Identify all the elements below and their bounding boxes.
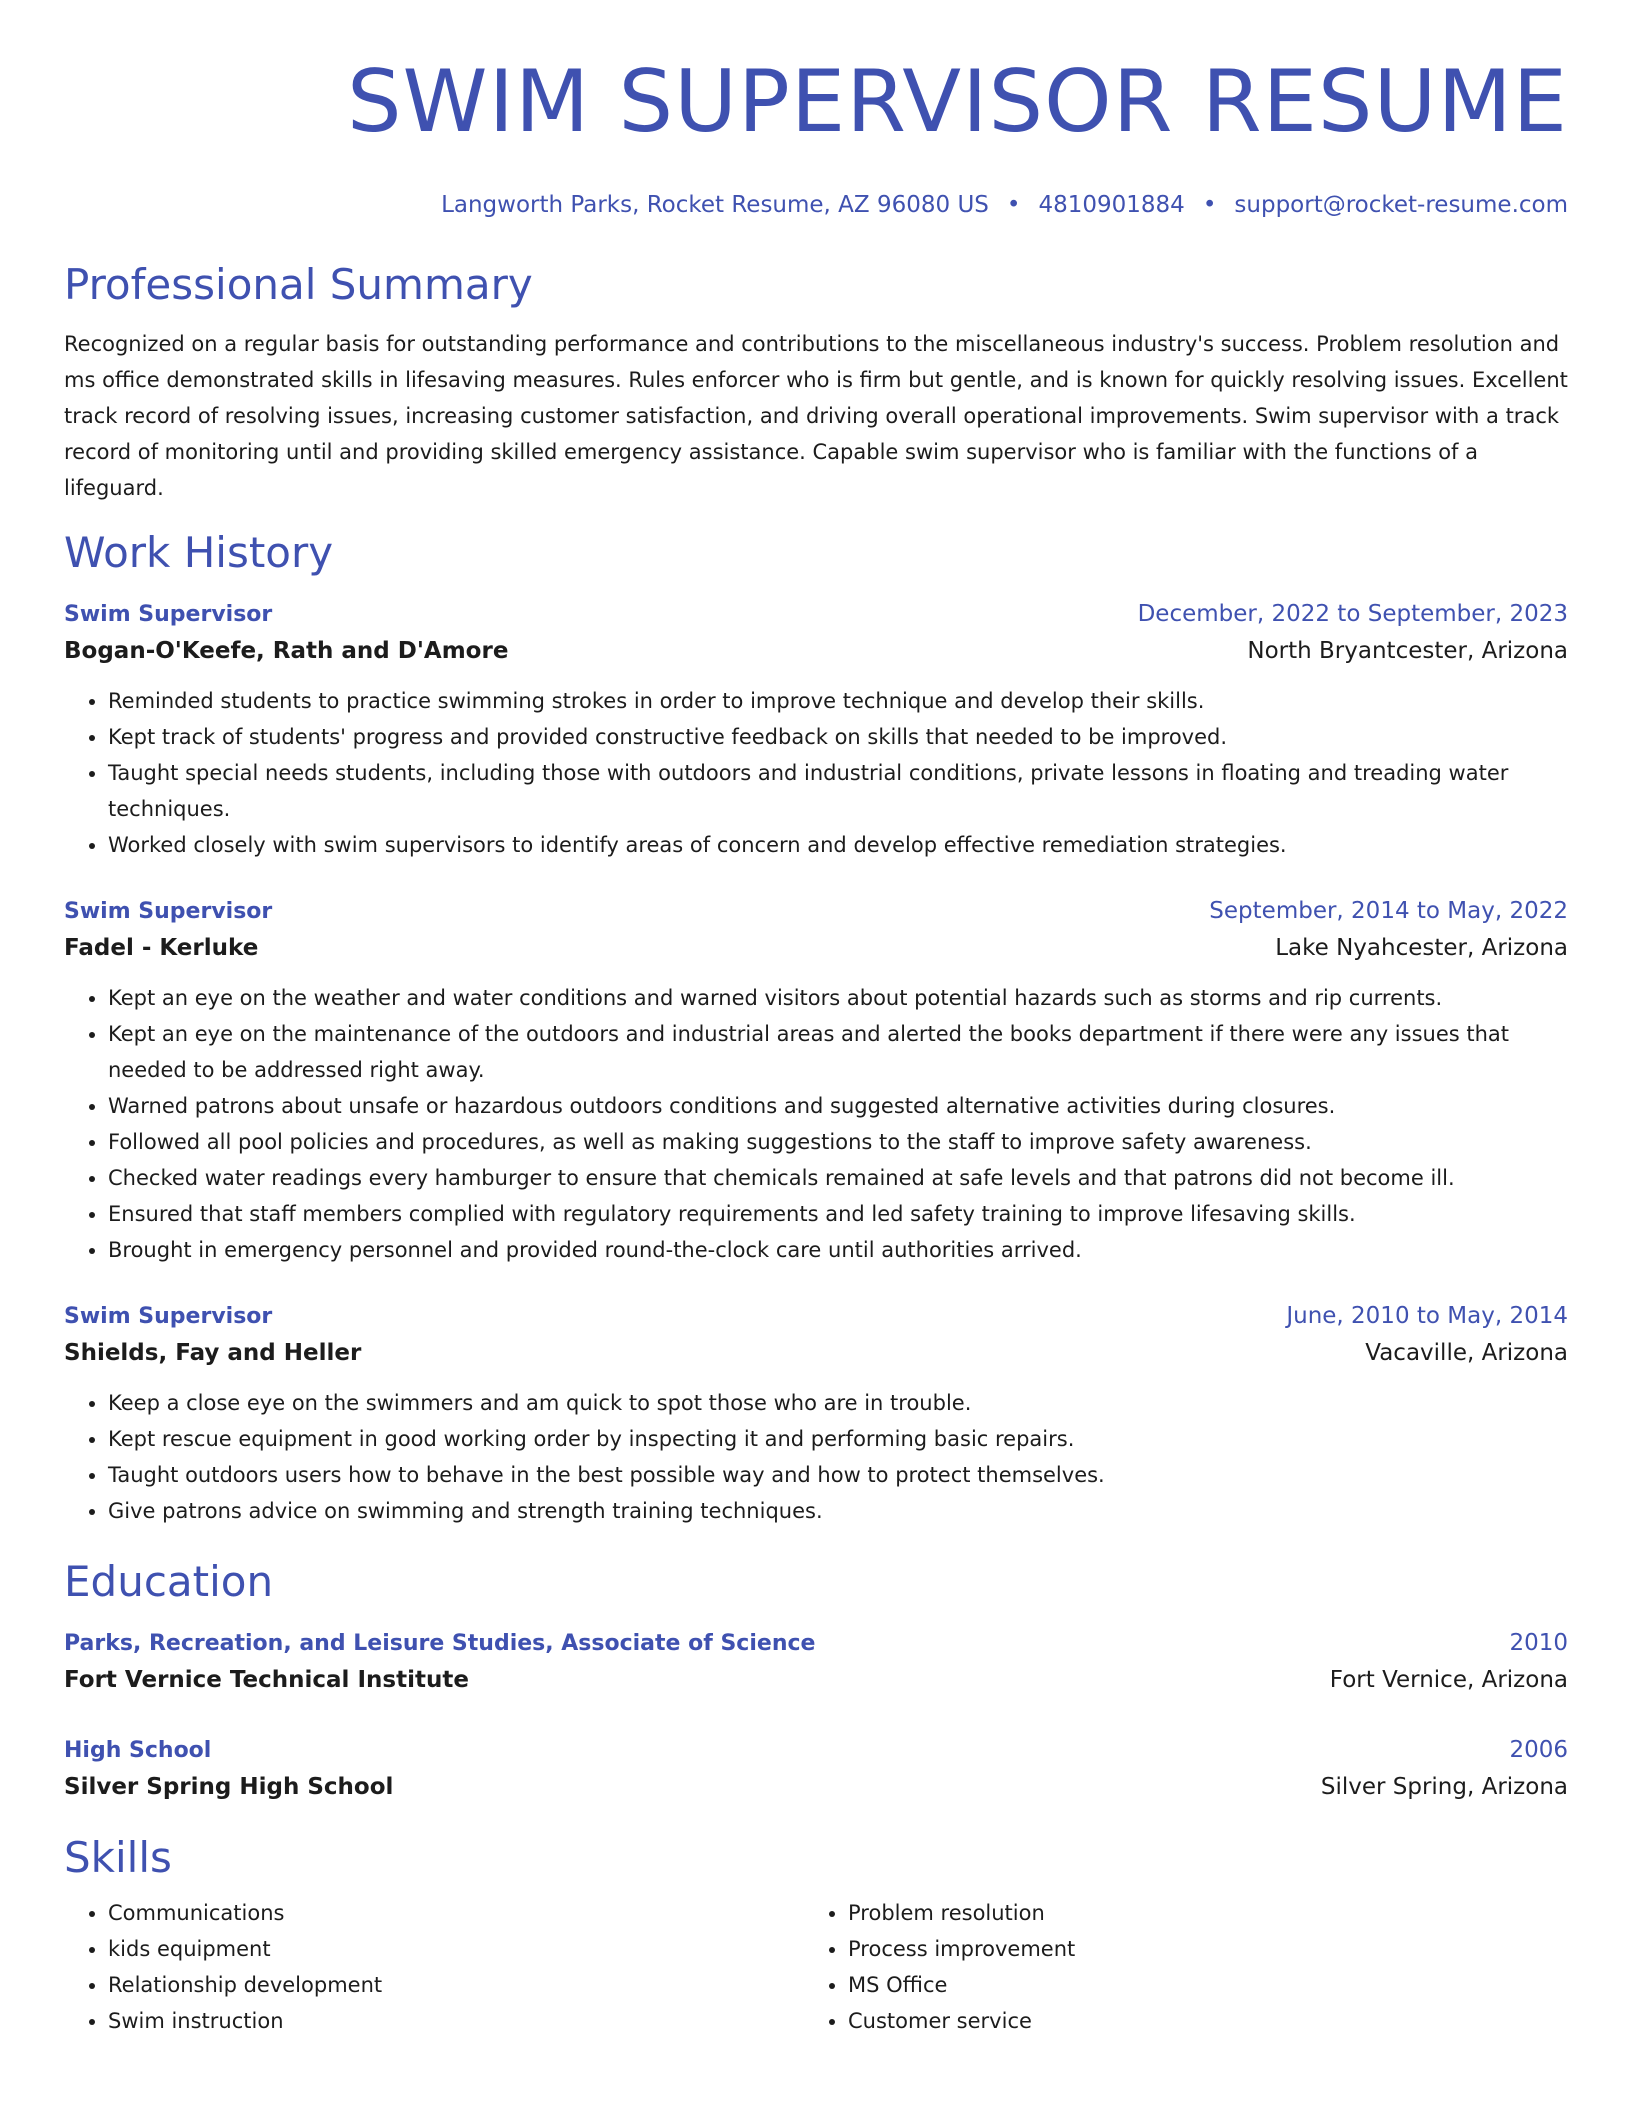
job-bullets — [64, 683, 1568, 863]
job-company: Bogan-O'Keefe, Rath and D'Amore — [64, 638, 509, 664]
skill-item: • kids equipment — [108, 1931, 804, 1967]
job-title: Swim Supervisor — [64, 602, 273, 627]
job-bullet: • Taught special needs students, including those with outdoors and industrial conditions, private lessons in floating and treading water techniques. — [108, 755, 1568, 827]
skill-item: • Communications — [108, 1895, 804, 1931]
contact-address: Langworth Parks, Rocket Resume, AZ 96080 US — [441, 192, 989, 218]
job-bullet: • Warned patrons about unsafe or hazardous outdoors conditions and suggested alternative activities during closures. — [108, 1088, 1568, 1124]
job-title: Swim Supervisor — [64, 1304, 273, 1329]
job-entry — [64, 893, 1568, 1268]
summary-heading: Professional Summary — [64, 260, 533, 309]
job-bullet: • Give patrons advice on swimming and strength training techniques. — [108, 1493, 1568, 1529]
job-bullet: • Ensured that staff members complied with regulatory requirements and led safety training to improve lifesaving skills. — [108, 1196, 1568, 1232]
education-year: 2006 — [1509, 1737, 1568, 1763]
skills-column-right — [804, 1895, 1544, 2039]
education-degree: High School — [64, 1738, 212, 1763]
job-bullet: • Kept an eye on the weather and water conditions and warned visitors about potential hazards such as storms and rip currents. — [108, 980, 1568, 1016]
job-bullets — [64, 1385, 1568, 1529]
job-location: North Bryantcester, Arizona — [1247, 638, 1568, 664]
skill-item: • MS Office — [848, 1967, 1544, 2003]
education-entry — [64, 1732, 1568, 1805]
skill-item: • Relationship development — [108, 1967, 804, 2003]
summary-text: Recognized on a regular basis for outstanding performance and contributions to the miscellaneous industry's success. Problem resolution and ms office demonstrated skills in lifesaving measures. Rules enforcer who is firm but gentle, and is known for quickly resolving issues. Excellent track record of resolving issues, increasing customer satisfaction, and driving overall operational improvements. Swim supervisor with a track record of monitoring until and providing skilled emergency assistance. Capable swim supervisor who is familiar with the functions of a lifeguard. — [64, 332, 1568, 500]
contact-phone: 4810901884 — [1038, 192, 1185, 218]
education-degree: Parks, Recreation, and Leisure Studies, Associate of Science — [64, 1631, 816, 1656]
job-bullet: • Worked closely with swim supervisors to identify areas of concern and develop effective remediation strategies. — [108, 827, 1568, 863]
job-bullet: • Taught outdoors users how to behave in the best possible way and how to protect themselves. — [108, 1457, 1568, 1493]
work-history-heading: Work History — [64, 528, 334, 577]
job-bullet: • Checked water readings every hamburger to ensure that chemicals remained at safe levels and that patrons did not become ill. — [108, 1160, 1568, 1196]
contact-separator: • — [1006, 192, 1021, 218]
job-bullets — [64, 980, 1568, 1268]
skills-heading: Skills — [64, 1833, 172, 1882]
skill-item: • Swim instruction — [108, 2003, 804, 2039]
job-bullet: • Keep a close eye on the swimmers and am quick to spot those who are in trouble. — [108, 1385, 1568, 1421]
skills-list — [64, 1895, 1568, 2039]
page-title: SWIM SUPERVISOR RESUME — [346, 52, 1568, 152]
education-entry — [64, 1625, 1568, 1698]
job-dates: September, 2014 to May, 2022 — [1209, 898, 1568, 924]
job-entry — [64, 596, 1568, 863]
skills-column-left — [64, 1895, 804, 2039]
resume-header — [64, 54, 1568, 220]
education-location: Fort Vernice, Arizona — [1329, 1667, 1568, 1693]
job-bullet: • Brought in emergency personnel and provided round-the-clock care until authorities arrived. — [108, 1232, 1568, 1268]
education-school: Silver Spring High School — [64, 1774, 394, 1800]
job-location: Lake Nyahcester, Arizona — [1275, 935, 1568, 961]
skill-item: • Customer service — [848, 2003, 1544, 2039]
job-bullet: • Reminded students to practice swimming strokes in order to improve technique and develop their skills. — [108, 683, 1568, 719]
job-company: Fadel - Kerluke — [64, 935, 259, 961]
contact-email: support@rocket-resume.com — [1234, 192, 1568, 218]
job-location: Vacaville, Arizona — [1365, 1340, 1568, 1366]
skill-item: • Problem resolution — [848, 1895, 1544, 1931]
job-dates: June, 2010 to May, 2014 — [1286, 1303, 1568, 1329]
contact-separator: • — [1202, 192, 1217, 218]
job-title: Swim Supervisor — [64, 899, 273, 924]
education-school: Fort Vernice Technical Institute — [64, 1667, 469, 1693]
job-bullet: • Followed all pool policies and procedures, as well as making suggestions to the staff to improve safety awareness. — [108, 1124, 1568, 1160]
contact-line — [64, 190, 1568, 220]
skill-item: • Process improvement — [848, 1931, 1544, 1967]
education-location: Silver Spring, Arizona — [1320, 1774, 1568, 1800]
job-bullet: • Kept an eye on the maintenance of the outdoors and industrial areas and alerted the books department if there were any issues that needed to be addressed right away. — [108, 1016, 1568, 1088]
job-bullet: • Kept rescue equipment in good working order by inspecting it and performing basic repairs. — [108, 1421, 1568, 1457]
job-dates: December, 2022 to September, 2023 — [1137, 601, 1568, 627]
education-year: 2010 — [1509, 1630, 1568, 1656]
job-company: Shields, Fay and Heller — [64, 1340, 362, 1366]
education-heading: Education — [64, 1557, 274, 1606]
job-bullet: • Kept track of students' progress and provided constructive feedback on skills that needed to be improved. — [108, 719, 1568, 755]
job-entry — [64, 1298, 1568, 1529]
